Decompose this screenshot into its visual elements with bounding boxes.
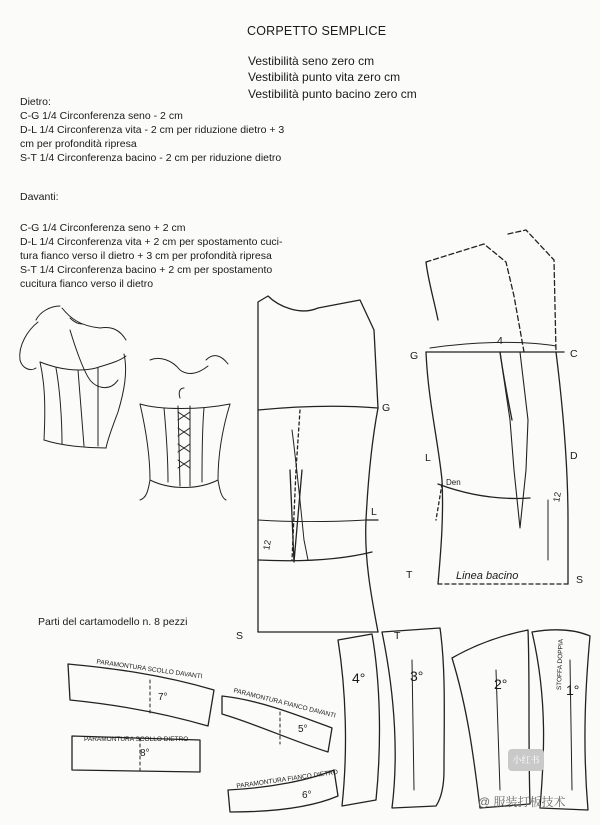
front-label-l: L xyxy=(425,452,431,464)
piece-4-label: 4° xyxy=(352,670,366,686)
piece-2 xyxy=(452,630,530,808)
front-label-d: D xyxy=(570,450,578,462)
piece-5-label: 5° xyxy=(298,724,308,735)
page-title: CORPETTO SEMPLICE xyxy=(247,24,387,38)
parts-caption: Parti del cartamodello n. 8 pezzi xyxy=(38,616,188,628)
facing-b-label: PARAMONTURA FIANCO DAVANTI xyxy=(232,687,337,720)
front-label-den: Den xyxy=(446,478,461,487)
stoffa-label: STOFFA DOPPIA xyxy=(556,638,565,691)
back-label-g: G xyxy=(382,402,391,414)
linea-bacino-label: Linea bacino xyxy=(456,570,519,582)
front-label-g: G xyxy=(410,350,419,362)
front-label-12: 12 xyxy=(551,491,563,503)
back-line: cm per profondità ripresa xyxy=(20,138,137,150)
back-line: C-G 1/4 Circonferenza seno - 2 cm xyxy=(20,110,183,122)
watermark: @ 服装打板技术 xyxy=(478,795,566,809)
piece-1-label: 1° xyxy=(566,682,580,698)
fit-line-waist: Vestibilità punto vita zero cm xyxy=(248,70,401,84)
back-bodice-pattern xyxy=(258,296,378,632)
piece-8-label: 8° xyxy=(140,748,150,759)
front-line: cucitura fianco verso il dietro xyxy=(20,278,154,290)
facing-a-label: PARAMONTURA SCOLLO DAVANTI xyxy=(96,658,203,681)
fit-line-bust: Vestibilità seno zero cm xyxy=(248,54,375,68)
piece-3-label: 3° xyxy=(410,668,424,684)
xiaohongshu-badge: 小红书 xyxy=(508,749,544,771)
front-label-s: S xyxy=(576,574,584,586)
back-line: S-T 1/4 Circonferenza bacino - 2 cm per riduzione dietro xyxy=(20,152,282,164)
front-bodice-pattern xyxy=(426,230,568,584)
front-label-c: C xyxy=(570,348,578,360)
back-label-12: 12 xyxy=(261,539,273,551)
front-label-t: T xyxy=(406,569,413,581)
front-line: D-L 1/4 Circonferenza vita + 2 cm per spostamento cuci- xyxy=(20,236,283,248)
piece-7-label: 7° xyxy=(158,692,168,703)
corset-sketch-back xyxy=(140,356,230,500)
front-label-4: 4 xyxy=(497,335,503,347)
corset-sketch-front xyxy=(20,306,126,448)
back-label-s: S xyxy=(236,630,244,642)
back-label-l: L xyxy=(371,506,377,518)
piece-6-label: 6° xyxy=(302,790,312,801)
back-heading: Dietro: xyxy=(20,96,51,108)
front-line: C-G 1/4 Circonferenza seno + 2 cm xyxy=(20,222,186,234)
piece-2-label: 2° xyxy=(494,676,508,692)
back-label-t: T xyxy=(394,630,401,642)
pattern-pieces xyxy=(68,628,590,812)
facing-c-label: PARAMONTURA SCOLLO DIETRO xyxy=(84,736,189,743)
fit-line-hip: Vestibilità punto bacino zero cm xyxy=(248,87,417,101)
back-line: D-L 1/4 Circonferenza vita - 2 cm per riduzione dietro + 3 xyxy=(20,124,285,136)
front-line: S-T 1/4 Circonferenza bacino + 2 cm per spostamento xyxy=(20,264,273,276)
front-heading: Davanti: xyxy=(20,191,59,203)
piece-4 xyxy=(338,634,379,806)
facing-d-label: PARAMONTURA FIANCO DIETRO xyxy=(236,768,339,791)
front-line: tura fianco verso il dietro + 3 cm per profondità ripresa xyxy=(20,250,272,262)
